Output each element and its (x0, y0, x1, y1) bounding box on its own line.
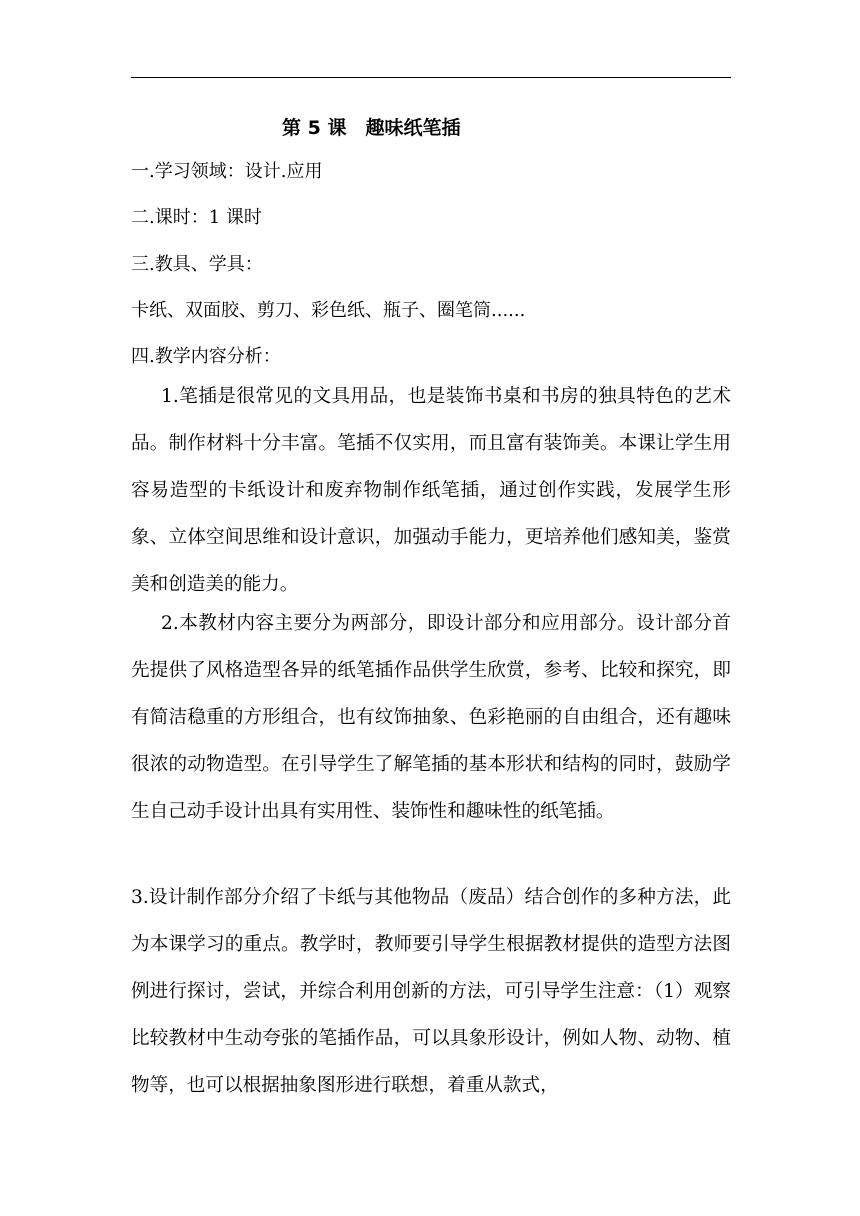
class-hours-line: 二.课时：1 课时 (131, 207, 262, 228)
tools-list: 卡纸、双面胶、剪刀、彩色纸、瓶子、圈笔筒...... (131, 300, 526, 321)
analysis-paragraph-3: 3.设计制作部分介绍了卡纸与其他物品（废品）结合创作的多种方法，此为本课学习的重点。教学时，教师要引导学生根据教材提供的造型方法图例进行探讨，尝试，并综合利用创新的方法，可引导学生注意：（1）观察比较教材中生动夸张的笔插作品，可以具象形设计，例如人物、动物、植物等，也可以根据抽象图形进行联想，着重从款式， (131, 887, 731, 1096)
tools-heading: 三.教具、学具： (131, 254, 263, 275)
analysis-paragraph-2: 2.本教材内容主要分为两部分，即设计部分和应用部分。设计部分首先提供了风格造型各异的纸笔插作品供学生欣赏，参考、比较和探究，即有简洁稳重的方形组合，也有纹饰抽象、色彩艳丽的自由组合，还有趣味很浓的动物造型。在引导学生了解笔插的基本形状和结构的同时，鼓励学生自己动手设计出具有实用性、装饰性和趣味性的纸笔插。 (131, 613, 731, 822)
learning-domain-line: 一.学习领域：设计.应用 (131, 161, 323, 182)
analysis-heading: 四.教学内容分析： (131, 346, 281, 367)
lesson-title: 第 5 课 趣味纸笔插 (282, 117, 461, 139)
header-rule (131, 77, 731, 78)
analysis-paragraph-1: 1.笔插是很常见的文具用品，也是装饰书桌和书房的独具特色的艺术品。制作材料十分丰富。笔插不仅实用，而且富有装饰美。本课让学生用容易造型的卡纸设计和废弃物制作纸笔插，通过创作实践，发展学生形象、立体空间思维和设计意识，加强动手能力，更培养他们感知美，鉴赏美和创造美的能力。 (131, 386, 731, 595)
